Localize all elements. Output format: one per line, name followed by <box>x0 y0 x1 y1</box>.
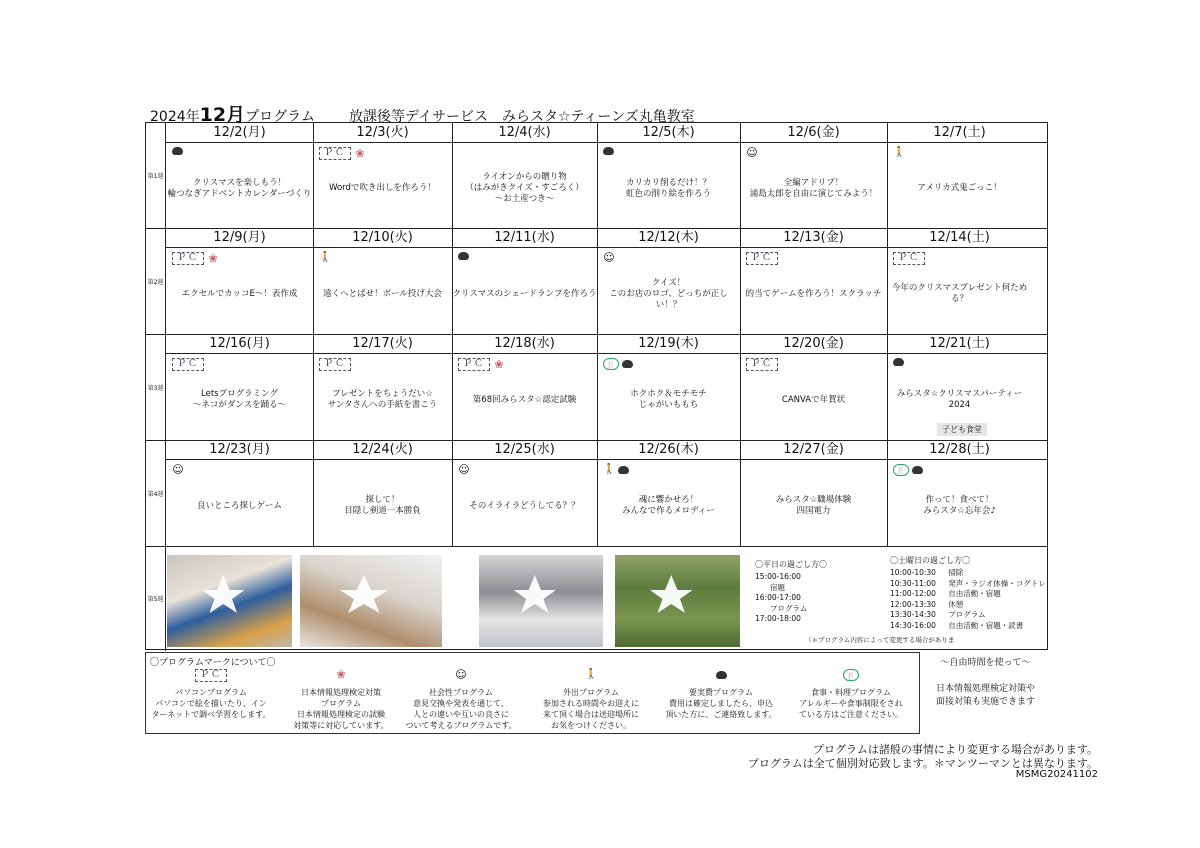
day-date: 12/10(火) <box>352 230 413 245</box>
day-date: 12/18(水) <box>494 336 555 351</box>
free-time-note: ～自由時間を使って～ 日本情報処理検定対策や 面接対策も実施できます <box>935 658 1035 707</box>
weekday-schedule-lines: 15:00-16:00 宿題 16:00-17:00 プログラム 17:00-18:00 <box>755 572 808 623</box>
day-date: 12/20(金) <box>783 336 844 351</box>
day-date: 12/3(火) <box>356 125 409 140</box>
day-date: 12/2(月) <box>213 125 266 140</box>
program-text: 魂に響かせろ！ みんなで作るメロディー <box>622 495 715 516</box>
day-date: 12/17(火) <box>352 336 413 351</box>
pc-icon: ＰＣ <box>746 252 778 265</box>
program-text: 全編アドリブ！ 浦島太郎を自由に演じてみよう！ <box>749 177 878 199</box>
legend-text: パソコンプログラム パソコンで絵を描いたり、イン ターネットで調べ学習をします。 <box>151 688 271 719</box>
saturday-schedule-title: 〇土曜日の過ごし方〇 <box>890 556 970 565</box>
activity-photo <box>300 555 442 647</box>
day-date: 12/19(木) <box>638 336 699 351</box>
program-icons <box>319 252 331 264</box>
program-icons <box>893 358 904 366</box>
kids-cafeteria-badge: 子ども食堂 <box>937 423 987 436</box>
program-text: 今年のクリスマスプレゼント何ためる？ <box>891 283 1028 304</box>
week-label: 第4週 <box>146 440 166 546</box>
privacy-star-overlay <box>615 555 740 647</box>
title-month: 12月 <box>199 104 246 126</box>
pc-icon: ＰＣ <box>319 358 351 371</box>
meal-icon: 🍴 <box>843 669 859 681</box>
program-text: クイズ！ このお店のロゴ、どっちが正しい！？ <box>609 277 728 310</box>
privacy-star-overlay <box>479 555 603 647</box>
meal-icon: 🍴 <box>603 358 619 370</box>
program-text: ライオンからの贈り物 （はみがきクイズ・すごろく） ～お土産つき～ <box>465 172 584 204</box>
program-text: みらスタ☆職場体験 四国電力 <box>775 495 852 516</box>
legend-item <box>526 667 656 731</box>
saturday-schedule-lines: 10:00-10:30 掃除 10:30-11:00 発声・ラジオ体操・コグトレ 11:00-12:00 自由活動・宿題 12:00-13:30 休憩 13:30-14:30 プログラム 14:30-16:00 自由活動・宿題・読書 <box>890 568 1046 630</box>
program-text: プレゼントをちょうだい☆ サンタさんへの手紙を書こう <box>327 389 438 410</box>
program-text: カリカリ削るだけ！？ 虹色の削り絵を作ろう <box>625 177 711 199</box>
program-text: そのイライラどうしてる？？ <box>469 500 580 511</box>
legend-text: 要実費プログラム 費用は確定しましたら、申込 頂いた方に、ご連絡致します。 <box>665 688 777 719</box>
pc-icon: ＰＣ <box>458 358 490 371</box>
weekday-schedule-title: 〇平日の過ごし方〇 <box>755 560 827 569</box>
pc-icon: ＰＣ <box>893 252 925 265</box>
program-text: 作って！食べて！ みらスタ☆忘年会♪ <box>923 495 996 516</box>
program-text: ホクホク＆モチモチ じゃがいももち <box>630 389 707 410</box>
legend-icon <box>396 667 526 683</box>
cost-icon <box>716 671 727 679</box>
cost-icon <box>912 466 923 474</box>
day-date: 12/26(木) <box>638 442 699 457</box>
pc-icon: ＰＣ <box>319 147 351 160</box>
week-label: 第1週 <box>146 123 166 228</box>
program-icons <box>603 464 629 476</box>
program-icons <box>603 252 615 264</box>
day-date: 12/16(月) <box>209 336 270 351</box>
program-text: Letsプログラミング ～ネコがダンスを踊る～ <box>192 389 287 410</box>
walking-person-icon: 🚶 <box>893 147 906 158</box>
program-text: CANVAで年賀状 <box>781 394 846 405</box>
legend-icon <box>146 667 276 683</box>
pc-icon: ＰＣ <box>172 252 204 265</box>
footer-notice-1: プログラムは諸般の事情により変更する場合があります。 <box>812 743 1098 756</box>
day-date: 12/27(金) <box>783 442 844 457</box>
program-text: Wordで吹き出しを作ろう！ <box>329 183 436 193</box>
legend-title: 〇プログラムマークについて〇 <box>150 658 276 668</box>
day-date: 12/11(水) <box>494 230 555 245</box>
program-icons <box>746 147 758 159</box>
legend-item <box>146 667 276 720</box>
flower-icon: ❀ <box>208 251 218 265</box>
pc-icon: ＰＣ <box>195 669 227 682</box>
walking-person-icon: 🚶 <box>603 464 616 475</box>
cost-icon <box>893 358 904 366</box>
privacy-star-overlay <box>300 555 442 647</box>
program-text: エクセルでカッコE～！表作成 <box>181 288 298 299</box>
smile-icon: ☺ <box>172 463 184 476</box>
flower-icon: ❀ <box>355 146 365 160</box>
legend-item <box>786 667 916 720</box>
legend-text: 社会性プログラム 意見交換や発表を通じて、 人との違いや互いの良さに ついて考えるプログラムです。 <box>405 688 517 730</box>
program-text: アメリカ式鬼ごっこ！ <box>917 183 1002 193</box>
smile-icon: ☺ <box>746 146 758 159</box>
legend-text: 日本情報処理検定対策 プログラム 日本情報処理検定の試験 対策等に対応しています。 <box>293 688 389 730</box>
legend-item <box>656 667 786 720</box>
program-text: 探して！ 目隠し剣道一本勝負 <box>344 495 421 516</box>
day-date: 12/9(月) <box>213 230 266 245</box>
day-date: 12/21(土) <box>929 336 990 351</box>
week-label: 第3週 <box>146 334 166 440</box>
program-icons <box>172 147 183 155</box>
legend-icon <box>786 667 916 683</box>
program-text: クリスマスを楽しもう！ 輪つなぎアドベントカレンダーづくり <box>167 177 312 199</box>
legend-icon <box>656 667 786 683</box>
program-text: クリスマスのシェードランプを作ろう <box>452 288 597 299</box>
cost-icon <box>458 252 469 260</box>
activity-photo <box>615 555 740 647</box>
flower-icon: ❀ <box>336 668 346 681</box>
program-text: みらスタ☆クリスマスパーティー 2024 <box>896 389 1023 410</box>
walking-person-icon: 🚶 <box>319 252 332 263</box>
pc-icon: ＰＣ <box>172 358 204 371</box>
schedule-note: （＊プログラム内容によって変更する場合がありま <box>805 636 955 644</box>
smile-icon: ☺ <box>603 251 615 264</box>
program-icons <box>458 252 469 260</box>
program-icons <box>172 464 184 476</box>
program-text: 的当てゲームを作ろう！スクラッチ <box>745 288 882 299</box>
footer-notice-2: プログラムは全て個別対応致します。＊マンツーマンとは異なります。 <box>747 757 1098 770</box>
legend-icon <box>276 667 406 683</box>
organization-name: 放課後等デイサービス みらスタ☆ティーンズ丸亀教室 <box>348 109 695 125</box>
program-text: 良いところ探しゲーム <box>196 500 282 511</box>
activity-photo <box>479 555 603 647</box>
day-date: 12/12(木) <box>638 230 699 245</box>
program-icons <box>603 358 633 370</box>
walking-person-icon: 🚶 <box>585 669 598 680</box>
program-icons <box>603 147 614 155</box>
cost-icon <box>603 147 614 155</box>
week-label: 第5週 <box>146 546 166 651</box>
day-date: 12/13(金) <box>783 230 844 245</box>
flower-icon: ❀ <box>494 357 504 371</box>
cost-icon <box>618 466 629 474</box>
legend-text: 外出プログラム 参加される時間やお迎えに 来て頂く場合は送迎場所に お気をつけください。 <box>543 688 639 730</box>
week-label: 第2週 <box>146 228 166 334</box>
smile-icon: ☺ <box>455 668 467 681</box>
meal-icon: 🍴 <box>893 464 909 476</box>
program-legend <box>145 652 920 734</box>
cost-icon <box>622 360 633 368</box>
day-date: 12/25(水) <box>494 442 555 457</box>
legend-text: 食事・料理プログラム アレルギーや食事制限をされ ている方はご注意ください。 <box>799 688 903 719</box>
program-icons <box>458 464 470 476</box>
legend-item <box>396 667 526 731</box>
day-date: 12/7(土) <box>933 125 986 140</box>
day-date: 12/4(水) <box>498 125 551 140</box>
document-code: MSMG20241102 <box>1015 769 1098 780</box>
program-text: 遠くへとばせ！ボール投げ大会 <box>323 288 442 299</box>
legend-icon <box>526 667 656 683</box>
cost-icon <box>172 147 183 155</box>
activity-photo <box>167 555 292 647</box>
privacy-star-overlay <box>167 555 292 647</box>
program-text: 第68回みらスタ☆認定試験 <box>472 394 577 405</box>
day-date: 12/28(土) <box>929 442 990 457</box>
pc-icon: ＰＣ <box>746 358 778 371</box>
smile-icon: ☺ <box>458 463 470 476</box>
day-date: 12/6(金) <box>787 125 840 140</box>
day-date: 12/14(土) <box>929 230 990 245</box>
legend-item <box>276 667 406 731</box>
title-year: 2024年 <box>150 109 200 125</box>
day-date: 12/5(木) <box>642 125 695 140</box>
program-icons <box>893 147 905 159</box>
program-icons <box>893 464 923 476</box>
day-date: 12/24(火) <box>352 442 413 457</box>
title-suffix: プログラム <box>245 109 315 125</box>
day-date: 12/23(月) <box>209 442 270 457</box>
